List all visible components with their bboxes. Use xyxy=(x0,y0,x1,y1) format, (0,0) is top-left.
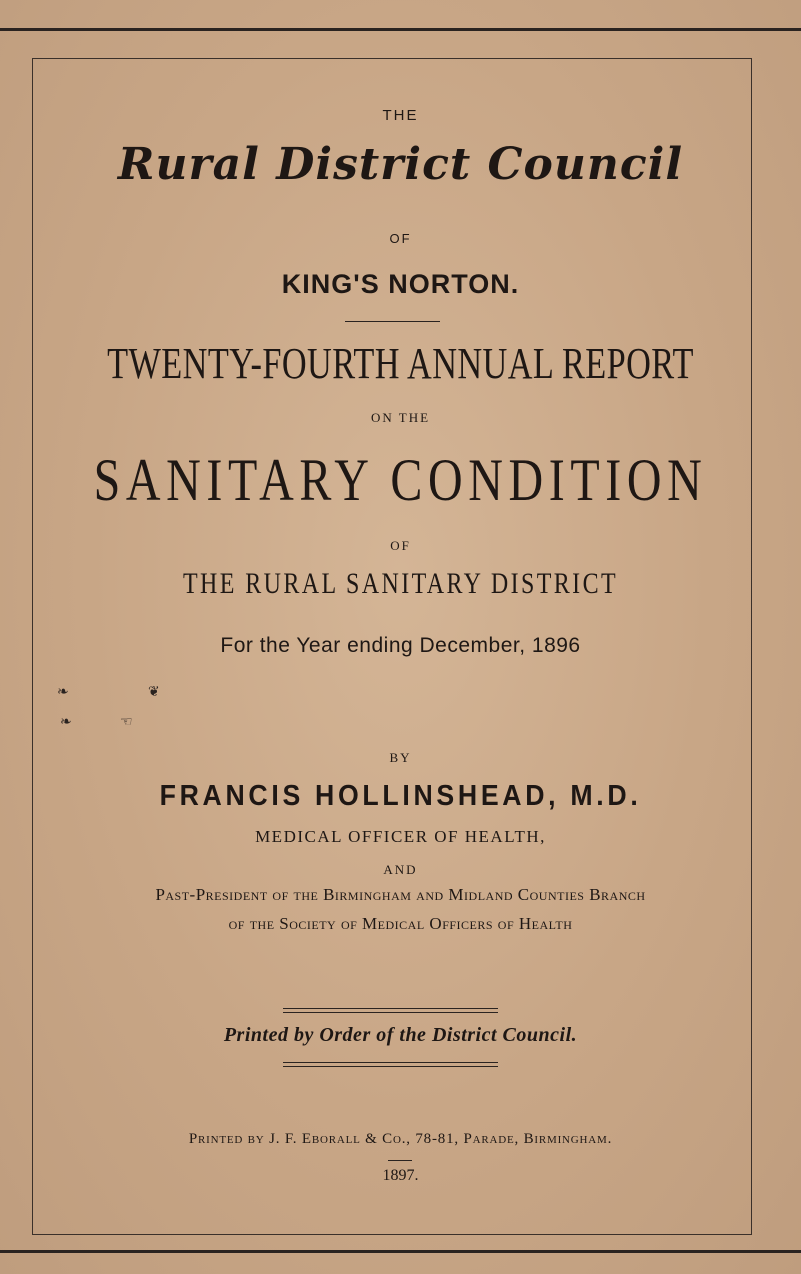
and-label: AND xyxy=(383,862,418,877)
order-rule-top-1 xyxy=(283,1008,498,1009)
on-the-label: ON THE xyxy=(370,410,431,425)
top-edge-rule xyxy=(0,28,801,31)
hand-pointer-icon: ☜ xyxy=(120,715,133,730)
flourish-icon: ❧ xyxy=(57,685,69,700)
printed-by-order: Printed by Order of the District Council. xyxy=(223,1024,578,1046)
council-title: Rural District Council xyxy=(117,139,684,190)
place-name: KING'S NORTON. xyxy=(281,269,520,299)
imprint-dash xyxy=(388,1160,412,1161)
past-president-line-2: of the Society of Medical Officers of Health xyxy=(228,914,573,933)
fleuron-icon: ❦ xyxy=(148,685,160,700)
district-heading: THE RURAL SANITARY DISTRICT xyxy=(182,567,619,600)
title-divider xyxy=(345,321,440,322)
sanitary-condition-heading: SANITARY CONDITION xyxy=(93,447,708,513)
past-president-line-1: Past-President of the Birmingham and Midland Counties Branch xyxy=(155,885,646,904)
order-rule-bottom-2 xyxy=(283,1066,498,1067)
order-rule-bottom-1 xyxy=(283,1062,498,1063)
annual-report-heading: TWENTY-FOURTH ANNUAL REPORT xyxy=(107,339,694,388)
author-name: FRANCIS HOLLINSHEAD, M.D. xyxy=(159,780,642,812)
author-role: MEDICAL OFFICER OF HEALTH, xyxy=(255,827,546,846)
printer-imprint: Printed by J. F. Eborall & Co., 78-81, Parade, Birmingham. xyxy=(188,1131,613,1147)
of-label: OF xyxy=(390,538,411,553)
by-label: BY xyxy=(389,750,412,765)
order-rule-top-2 xyxy=(283,1012,498,1013)
flourish-small-icon: ❧ xyxy=(60,715,72,730)
year-line: For the Year ending December, 1896 xyxy=(220,634,581,657)
title-the: THE xyxy=(382,107,419,124)
title-of: OF xyxy=(389,231,412,246)
bottom-edge-rule xyxy=(0,1250,801,1253)
imprint-year: 1897. xyxy=(382,1167,419,1184)
